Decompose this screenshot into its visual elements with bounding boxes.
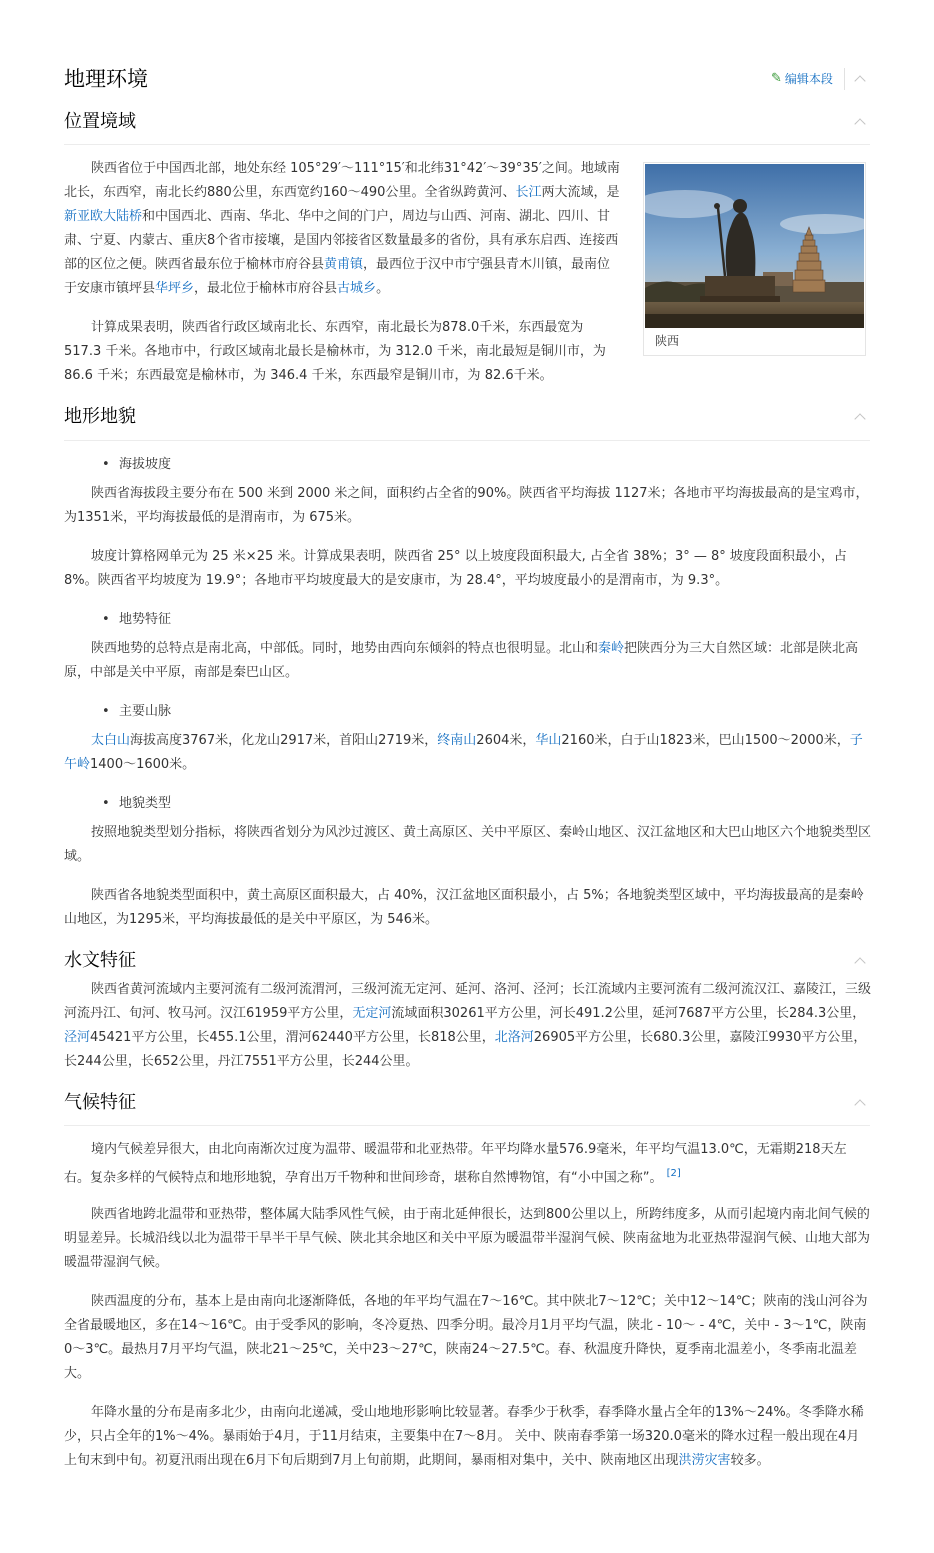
paragraph <box>64 157 620 301</box>
inline-link[interactable]: 华山 <box>535 733 562 748</box>
text-segment: 2604米， <box>476 733 536 748</box>
inline-link[interactable]: 新亚欧大陆桥 <box>64 209 143 224</box>
paragraph: 计算成果表明，陕西省行政区域南北长、东西窄，南北最长为878.0千米，东西最宽为517.3 千米。各地市中，行政区域南北最长是榆林市，为 312.0 千米，南北最短是铜川市，为 86.6 千米；东西最宽是榆林市，为 346.4 千米，东西最窄是铜川市，为 82.6千米。 <box>64 320 606 383</box>
inline-link[interactable]: 长江 <box>515 185 542 200</box>
inline-link[interactable]: 洪涝灾害 <box>678 1453 731 1468</box>
paragraph: 陕西省海拔段主要分布在 500 米到 2000 米之间，面积约占全省的90%。陕西省平均海拔 1127米；各地市平均海拔最高的是宝鸡市，为1351米，平均海拔最低的是渭南市，为 675米。 <box>64 486 869 525</box>
collapse-caret-icon[interactable] <box>854 73 866 85</box>
text-segment: 两大流域，是 <box>541 185 620 200</box>
text-segment: 年降水量的分布是南多北少，由南向北递减，受山地地形影响比较显著。春季少于秋季，春季降水量占全年的13%～24%。冬季降水稀少，只占全年的1%～4%。暴雨始于4月，于11月结束，主要集中在7～8月。 关中、陕南春季第一场320.0毫米的降水过程一般出现在4月上旬末到中旬。初夏汛雨出现在6月下旬后期到7月上旬前期，此期间，暴雨相对集中，关中、陕南地区出现 <box>64 1405 864 1468</box>
figure[interactable] <box>643 162 866 356</box>
collapse-caret-icon[interactable] <box>854 1097 866 1109</box>
inline-link[interactable]: 泾河 <box>64 1030 91 1045</box>
text-segment: 。 <box>376 281 390 296</box>
paragraph: 坡度计算格网单元为 25 米×25 米。计算成果表明，陕西省 25° 以上坡度段面积最大, 占全省 38%；3° — 8° 坡度段面积最小，占 8%。陕西省平均坡度为 19.9°；各地市平均坡度最大的是安康市，为 28.4°，平均坡度最小的是渭南市，为 9.3°。 <box>64 549 847 588</box>
pencil-icon: ✎ <box>771 71 782 86</box>
text-segment: 陕西省黄河流域内主要河流有二级河流渭河，三级河流无定河、延河、洛河、泾河；长江流域内主要河流有二级河流汉江、嘉陵江，三级河流丹江、旬河、牧马河。汉江61959平方公里， <box>64 982 872 1021</box>
divider <box>64 144 870 145</box>
figure-caption: 陕西 <box>655 334 680 348</box>
inline-link[interactable]: 无定河 <box>352 1006 392 1021</box>
text-segment: 海拔高度3767米，化龙山2917米，首阳山2719米， <box>130 733 438 748</box>
inline-link[interactable]: 终南山 <box>437 733 477 748</box>
subsection-title-terrain: 地形地貌 <box>64 406 136 427</box>
collapse-caret-icon[interactable] <box>854 116 866 128</box>
bullet-heading: • 主要山脉 <box>104 702 171 722</box>
inline-link[interactable]: 北洛河 <box>494 1030 534 1045</box>
paragraph <box>64 1401 872 1473</box>
bullet-heading: • 地貌类型 <box>104 794 171 814</box>
bullet-heading: • 地势特征 <box>104 610 171 630</box>
divider <box>64 1125 870 1126</box>
inline-link[interactable]: 黄甫镇 <box>324 257 364 272</box>
collapse-caret-icon[interactable] <box>854 955 866 967</box>
inline-link[interactable]: 华坪乡 <box>155 281 195 296</box>
subsection-title-hydro: 水文特征 <box>64 950 136 971</box>
text-segment: 45421平方公里，长455.1公里，渭河62440平方公里，长818公里， <box>90 1030 495 1045</box>
text-segment: 较多。 <box>730 1453 770 1468</box>
paragraph: 陕西省地跨北温带和亚热带，整体属大陆季风性气候，由于南北延伸很长，达到800公里以上，所跨纬度多，从而引起境内南北间气候的明显差异。长城沿线以北为温带干旱半干旱气候、陕北其余地区和关中平原为暖温带半湿润气候、陕南盆地为北亚热带湿润气候、山地大部为暖温带湿润气候。 <box>64 1207 871 1270</box>
toolbar-divider <box>844 68 845 90</box>
edit-section-button[interactable] <box>771 70 833 88</box>
divider <box>64 440 870 441</box>
bullet-heading: • 海拔坡度 <box>104 455 171 475</box>
text-segment: 陕西省位于中国西北部，地处东经 105°29′～111°15′和北纬31°42′～39°35′之间。地域南北长，东西窄，南北长约880公里，东西宽约160～490公里。全省纵跨黄河、 <box>64 161 620 200</box>
text-segment: 陕西地势的总特点是南北高，中部低。同时，地势由西向东倾斜的特点也很明显。北山和 <box>91 641 599 656</box>
paragraph: 陕西温度的分布，基本上是由南向北逐渐降低，各地的年平均气温在7～16℃。其中陕北7～12℃；关中12～14℃；陕南的浅山河谷为全省最暖地区，多在14～16℃。由于受季风的影响，冬冷夏热、四季分明。最冷月1月平均气温，陕北 - 10～ - 4℃，关中 - 3～1℃，陕南0～3℃。最热月7月平均气温，陕北21～25℃，关中23～27℃，陕南24～27.5℃。春、秋温度升降快，夏季南北温差小，冬季南北温差大。 <box>64 1294 868 1381</box>
inline-link[interactable]: 秦岭 <box>598 641 625 656</box>
text-segment: 把陕西分为三大自然区域：北部是陕北高原，中部是关中平原，南部是秦巴山区。 <box>64 641 859 680</box>
paragraph <box>64 637 872 685</box>
text-segment: ，最西位于汉中市宁强县青木川镇，最南位于安康市镇坪县 <box>64 257 611 296</box>
subsection-title-location: 位置境域 <box>64 111 136 132</box>
text-segment: 26905平方公里，长680.3公里，嘉陵江9930平方公里，长244公里，长652公里，丹江7551平方公里，长244公里。 <box>64 1030 867 1069</box>
paragraph: 陕西省各地貌类型面积中，黄土高原区面积最大，占 40%，汉江盆地区面积最小，占 5%；各地貌类型区域中，平均海拔最高的是秦岭山地区，为1295米，平均海拔最低的是关中平原区，为 546米。 <box>64 888 864 927</box>
inline-link[interactable]: 古城乡 <box>337 281 377 296</box>
edit-section-label: 编辑本段 <box>784 72 833 86</box>
paragraph: 按照地貌类型划分指标，将陕西省划分为风沙过渡区、黄土高原区、关中平原区、秦岭山地区、汉江盆地区和大巴山地区六个地貌类型区域。 <box>64 825 872 864</box>
text-segment: 2160米，白于山1823米，巴山1500～2000米， <box>561 733 850 748</box>
inline-link[interactable]: 太白山 <box>91 733 131 748</box>
section-title: 地理环境 <box>64 67 148 91</box>
paragraph <box>64 729 872 777</box>
text-segment: 和中国西北、西南、华北、华中之间的门户，周边与山西、河南、湖北、四川、甘肃、宁夏、内蒙古、重庆8个省市接壤，是国内邻接省区数量最多的省份，具有承东启西、连接西部的区位之便。陕西省最东位于榆林市府谷县 <box>64 209 619 272</box>
photo-statue-pagoda[interactable] <box>645 164 864 328</box>
text-segment: ，最北位于榆林市府谷县 <box>194 281 338 296</box>
inline-link[interactable]: 子午岭 <box>64 733 863 772</box>
subsection-title-climate: 气候特征 <box>64 1092 136 1113</box>
collapse-caret-icon[interactable] <box>854 411 866 423</box>
text-segment: 1400～1600米。 <box>90 757 196 772</box>
reference-link[interactable]: [2] <box>666 1168 681 1179</box>
paragraph: 境内气候差异很大，由北向南渐次过度为温带、暖温带和北亚热带。年平均降水量576.9毫米，年平均气温13.0℃，无霜期218天左右。复杂多样的气候特点和地形地貌，孕育出万千物种和世间珍奇，堪称自然博物馆，有“小中国之称”。 [2] <box>64 1142 847 1186</box>
paragraph <box>64 978 872 1074</box>
text-segment: 流域面积30261平方公里，河长491.2公里，延河7687平方公里，长284.3公里， <box>391 1006 866 1021</box>
